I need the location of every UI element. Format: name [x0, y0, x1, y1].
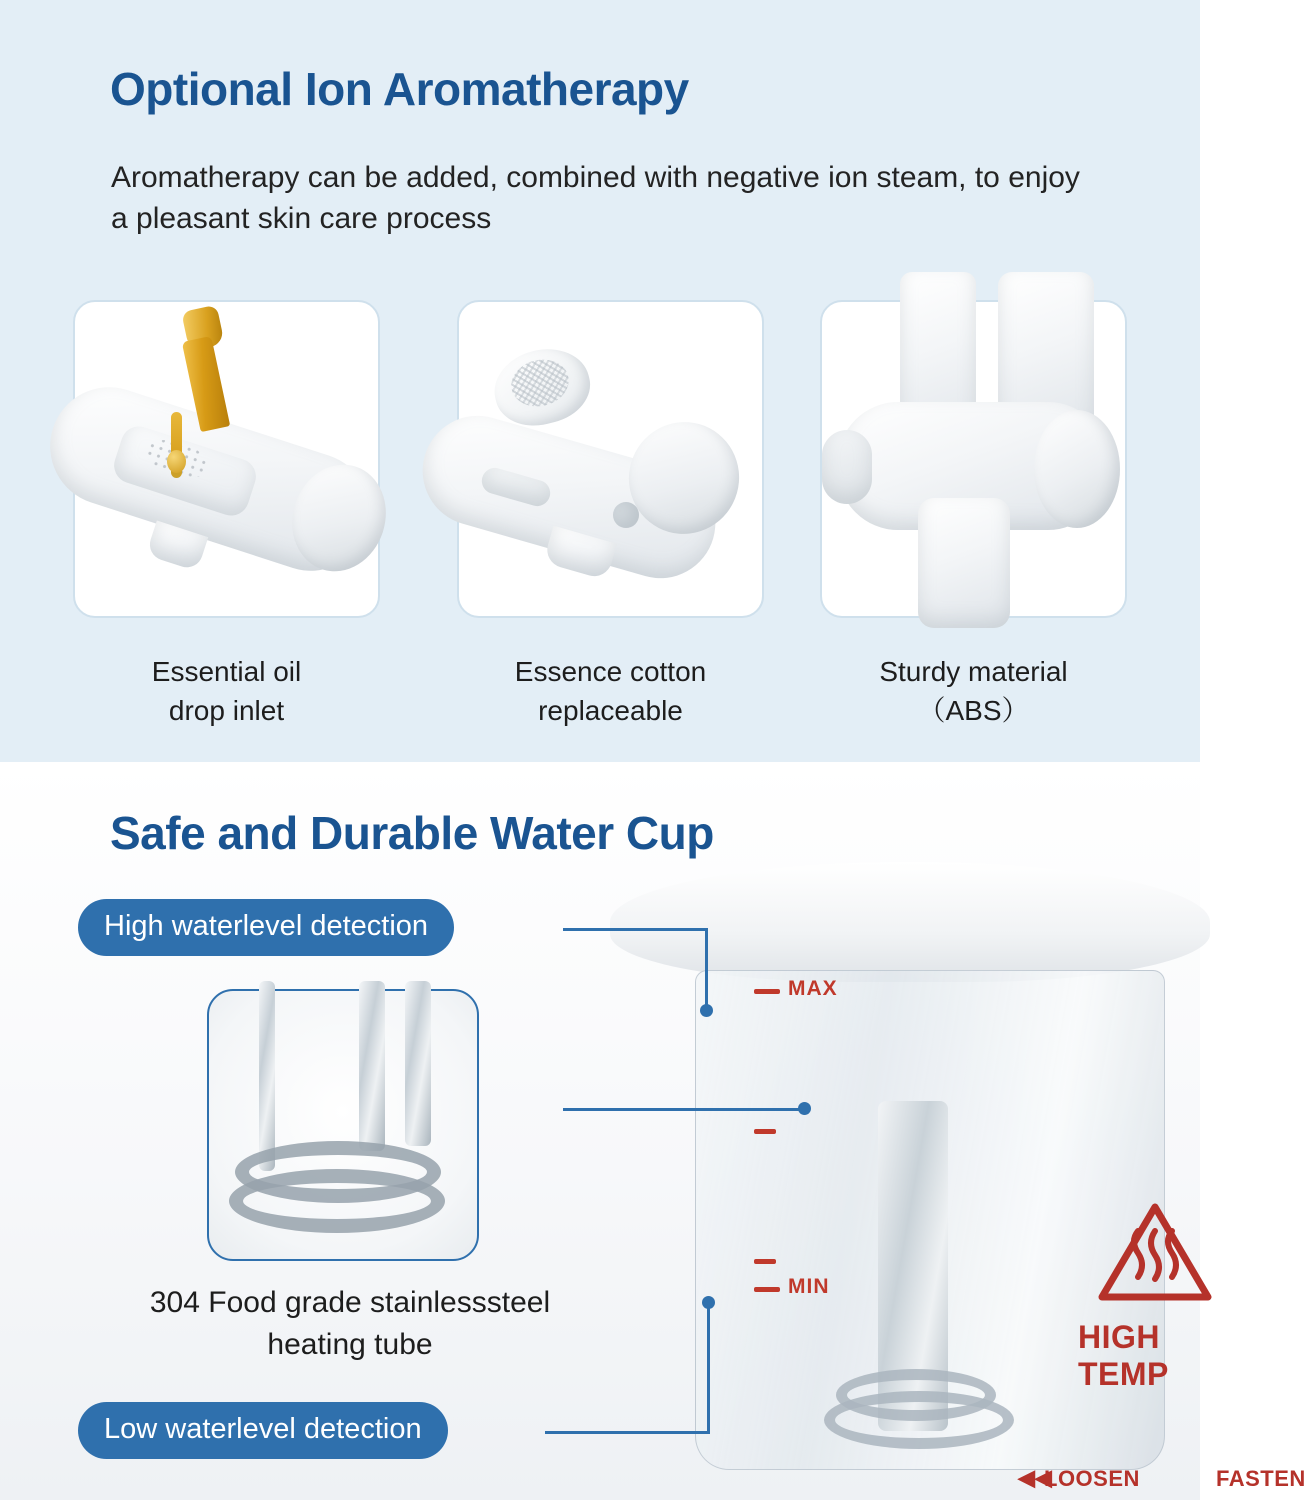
loosen-text: LOOSEN — [1044, 1466, 1140, 1491]
card-caption-2 — [457, 652, 764, 730]
aromatherapy-subtitle: Aromatherapy can be added, combined with negative ion steam, to enjoy a pleasant skin care process — [111, 161, 1080, 236]
leader-line-high-v — [705, 928, 708, 1010]
heating-coil-2 — [229, 1169, 445, 1233]
water-cup-title: Safe and Durable Water Cup — [110, 807, 714, 859]
oil-drop-shape — [167, 450, 186, 473]
leader-dot-max — [700, 1004, 713, 1017]
min-tick — [754, 1287, 780, 1292]
fasten-text: FASTEN — [1216, 1466, 1306, 1491]
card-caption-1-line1: Essential oil — [151, 656, 302, 687]
device-port-icon — [613, 502, 639, 528]
water-cup-illustration — [600, 842, 1306, 1500]
heating-tube-leg-2 — [359, 981, 385, 1151]
badge-high-waterlevel: High waterlevel detection — [78, 899, 454, 956]
heating-tube-caption-line2: heating tube — [267, 1328, 433, 1361]
high-temp-text: HIGH TEMP — [1078, 1319, 1169, 1392]
heating-tube-caption — [60, 1282, 640, 1366]
leader-line-low-h — [545, 1431, 710, 1434]
leader-line-tube — [563, 1108, 803, 1111]
badge-low-waterlevel: Low waterlevel detection — [78, 1402, 448, 1459]
leader-line-high-h — [563, 928, 708, 931]
card-caption-2-line1: Essence cotton — [514, 656, 707, 687]
heating-tube-leg-1 — [259, 981, 275, 1171]
leader-dot-min — [702, 1296, 715, 1309]
heating-tube-caption-line1: 304 Food grade stainlesssteel — [149, 1286, 551, 1319]
min-label: MIN — [788, 1275, 830, 1298]
abs-stem-shape — [918, 498, 1010, 628]
heating-tube-leg-3 — [405, 981, 431, 1146]
max-tick — [754, 989, 780, 994]
card-essence-cotton — [457, 300, 764, 618]
water-cup-section — [0, 762, 1306, 1500]
cup-lid-shape — [610, 862, 1210, 982]
card-essential-oil-inlet — [73, 300, 380, 618]
cup-glass-shape — [695, 970, 1306, 1491]
loosen-arrows-icon: ◀◀ — [1018, 1465, 1052, 1490]
aromatherapy-section — [0, 0, 1200, 762]
mid-tick-1 — [754, 1129, 776, 1134]
aromatherapy-title: Optional Ion Aromatherapy — [110, 63, 689, 115]
leader-line-low-v — [707, 1303, 710, 1433]
abs-nub-shape — [822, 430, 872, 504]
abs-joint-cap-shape — [1034, 410, 1120, 528]
high-temp-warning-icon — [1096, 1201, 1214, 1305]
card-caption-1-line2: drop inlet — [168, 695, 285, 727]
card-caption-1 — [73, 652, 380, 730]
card-caption-2-line2: replaceable — [538, 695, 683, 727]
card-caption-3-line1: Sturdy material — [879, 656, 1068, 687]
leader-dot-tube — [798, 1102, 811, 1115]
heating-tube-zoom-panel — [207, 989, 479, 1261]
card-sturdy-material — [820, 300, 1127, 618]
coil-shape-2 — [824, 1391, 1014, 1449]
card-caption-3-line2: （ABS） — [917, 695, 1030, 727]
mid-tick-2 — [754, 1259, 776, 1264]
card-caption-3 — [820, 652, 1127, 730]
max-label: MAX — [788, 977, 838, 1000]
